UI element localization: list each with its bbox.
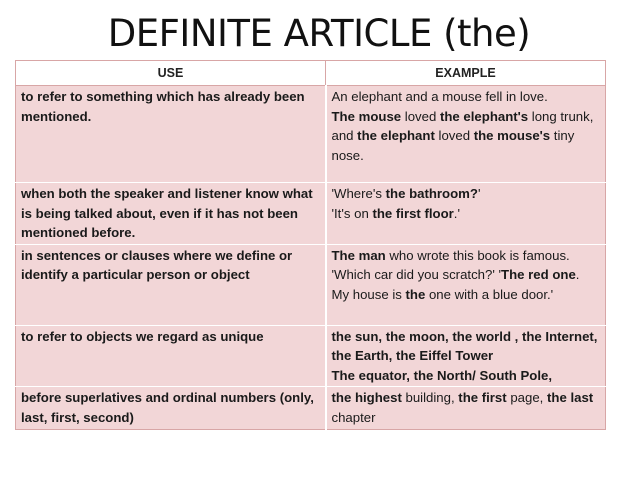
example-text: An elephant and a mouse fell in love. bbox=[331, 89, 548, 104]
example-line bbox=[332, 327, 601, 366]
use-cell: when both the speaker and listener know what is being talked about, even if it has not been mentioned before. bbox=[16, 183, 326, 245]
example-bold-text: The equator, the North/ South Pole, bbox=[331, 367, 553, 383]
example-bold-text: the sun, the moon, the world , the Internet, the Earth, the Eiffel Tower bbox=[331, 328, 598, 363]
example-line bbox=[332, 204, 601, 224]
use-cell: before superlatives and ordinal numbers (only, last, first, second) bbox=[16, 387, 326, 430]
example-bold-text: the highest bbox=[331, 390, 402, 405]
example-text: . bbox=[575, 267, 580, 282]
use-cell: to refer to something which has already been mentioned. bbox=[16, 86, 326, 183]
example-bold-text: the first floor bbox=[372, 205, 454, 221]
table-row bbox=[16, 387, 606, 430]
example-cell bbox=[326, 244, 606, 325]
example-text: who wrote this book is famous. bbox=[385, 247, 570, 263]
table-row bbox=[16, 183, 606, 245]
example-text: page, bbox=[506, 390, 547, 405]
example-bold-text: the last bbox=[547, 390, 594, 405]
example-bold-text: The red one bbox=[501, 267, 576, 282]
example-bold-text: the elephant bbox=[357, 128, 435, 143]
example-bold-text: the elephant's bbox=[439, 108, 529, 124]
example-line bbox=[332, 388, 601, 427]
example-cell bbox=[326, 183, 606, 245]
example-cell bbox=[326, 86, 606, 183]
table-header-row bbox=[16, 61, 606, 86]
example-cell bbox=[326, 325, 606, 387]
use-cell: in sentences or clauses where we define or identify a particular person or object bbox=[16, 244, 326, 325]
example-text: long trunk, bbox=[528, 108, 594, 124]
example-text: .' bbox=[453, 205, 460, 221]
example-line bbox=[332, 285, 601, 305]
example-text: loved bbox=[434, 128, 474, 143]
example-bold-text: the bbox=[405, 286, 426, 302]
example-text: tiny nose. bbox=[331, 128, 575, 163]
example-text: 'It's on bbox=[331, 205, 373, 221]
use-cell: to refer to objects we regard as unique bbox=[16, 325, 326, 387]
example-line bbox=[332, 87, 601, 107]
example-bold-text: The mouse bbox=[331, 108, 402, 124]
article-usage-table bbox=[15, 60, 606, 430]
example-text: 'Which car did you scratch?' ' bbox=[331, 267, 502, 282]
example-text: building, bbox=[401, 390, 459, 405]
example-line bbox=[332, 126, 601, 165]
example-bold-text: the mouse's bbox=[473, 128, 551, 143]
example-text: chapter bbox=[331, 409, 376, 425]
example-line bbox=[332, 246, 601, 266]
example-text: loved bbox=[401, 108, 440, 124]
example-cell bbox=[326, 387, 606, 430]
table-row bbox=[16, 86, 606, 183]
example-line bbox=[332, 184, 601, 204]
example-text: 'Where's bbox=[331, 186, 386, 201]
column-header-example: EXAMPLE bbox=[326, 61, 606, 86]
example-text: My house is bbox=[331, 286, 406, 302]
example-text: ' bbox=[477, 186, 481, 201]
example-bold-text: The man bbox=[331, 247, 386, 263]
column-header-use: USE bbox=[16, 61, 326, 86]
example-line bbox=[332, 107, 601, 127]
example-bold-text: the bathroom? bbox=[385, 186, 478, 201]
table-row bbox=[16, 325, 606, 387]
example-bold-text: the first bbox=[458, 390, 507, 405]
example-line bbox=[332, 366, 601, 386]
example-line bbox=[332, 265, 601, 285]
page-title: DEFINITE ARTICLE (the) bbox=[107, 12, 531, 55]
table-row bbox=[16, 244, 606, 325]
example-text: and bbox=[331, 128, 358, 143]
example-text: one with a blue door.' bbox=[425, 286, 554, 302]
